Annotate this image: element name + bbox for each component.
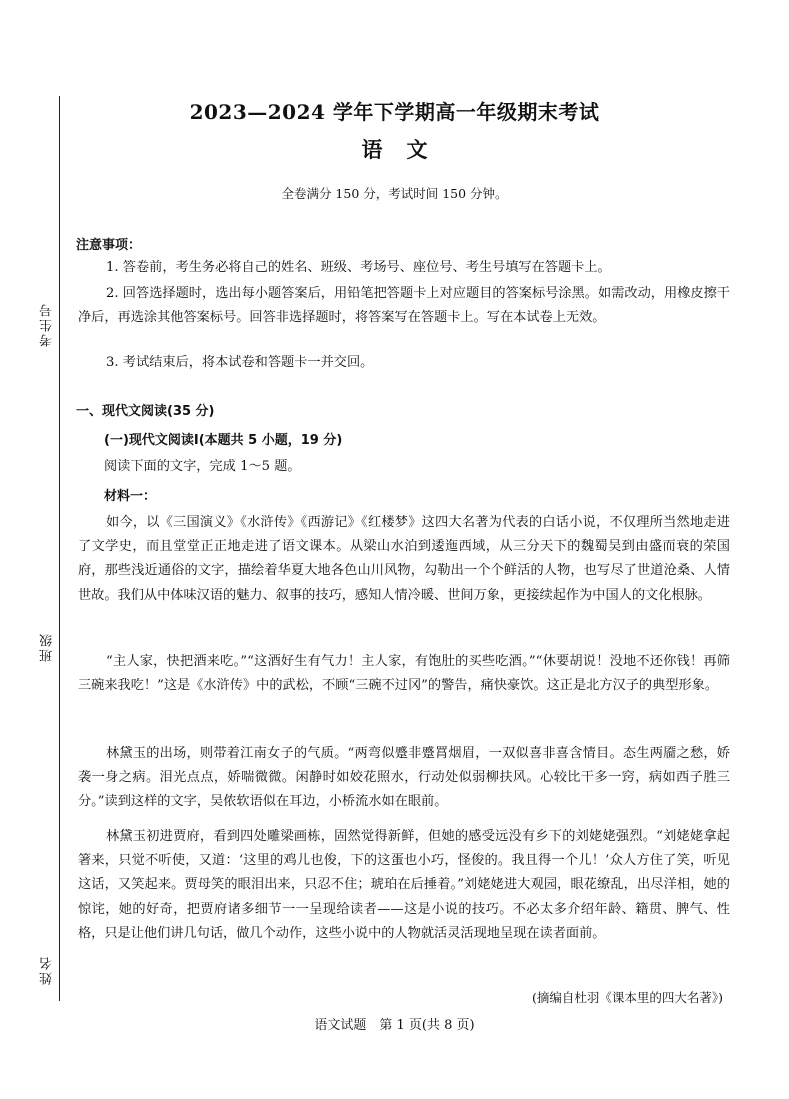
passage-paragraph: 如今，以《三国演义》《水浒传》《西游记》《红楼梦》这四大名著为代表的白话小说，不仅理所当然地走进了文学史，而且堂堂正正地走进了语文课本。从梁山水泊到逶迤西域，从三分天下的魏蜀吴到由盛而衰的荣国府，那些浅近通俗的文字，描绘着华夏大地各色山川风物，勾勒出一个个鲜活的人物，也写尽了世道沧桑、人情世故。我们从中体味汉语的魅力、叙事的技巧，感知人情冷暖、世间万象，更接续起作为中国人的文化根脉。 bbox=[78, 515, 730, 603]
subject-title: 语文 bbox=[361, 137, 452, 162]
passage-source: (摘编自杜羽《课本里的四大名著》) bbox=[531, 990, 723, 1005]
exam-info: 全卷满分 150 分，考试时间 150 分钟。 bbox=[281, 186, 508, 201]
binding-line bbox=[59, 96, 60, 1001]
notes-heading: 注意事项： bbox=[76, 238, 142, 253]
material-label: 材料一： bbox=[104, 489, 157, 504]
passage-paragraph: “主人家，快把酒来吃。”“这酒好生有气力！主人家，有饱肚的买些吃酒。”“休要胡说！没地不还你钱！再筛三碗来我吃！”这是《水浒传》中的武松，不顾“三碗不过冈”的警告，痛快豪饮。这正是北方汉子的典型形象。 bbox=[78, 654, 730, 694]
margin-candidate-no-label: 考生号 bbox=[40, 302, 55, 347]
page-footer: 语文试题 第 1 页(共 8 页) bbox=[314, 1018, 475, 1033]
margin-name-label: 姓名 bbox=[40, 955, 55, 985]
section-heading: 一、现代文阅读(35 分) bbox=[76, 404, 215, 419]
passage-paragraph: 林黛玉初进贾府，看到四处雕梁画栋，固然觉得新鲜，但她的感受远没有乡下的刘姥姥强烈。“刘姥姥拿起箸来，只觉不听使，又道：‘这里的鸡儿也俊，下的这蛋也小巧，怪俊的。我且得一个儿！’众人方住了笑，听见这话，又笑起来。贾母笑的眼泪出来，只忍不住；琥珀在后捶着。”刘姥姥进大观园，眼花缭乱，出尽洋相，她的惊诧，她的好奇，把贾府诸多细节一一呈现给读者——这是小说的技巧。不必太多介绍年龄、籍贯、脾气、性格，只是让他们讲几句话，做几个动作，这些小说中的人物就活灵活现地呈现在读者面前。 bbox=[78, 829, 730, 941]
note-item: 1. 答卷前，考生务必将自己的姓名、班级、考场号、座位号、考生号填写在答题卡上。 bbox=[106, 260, 611, 275]
passage-paragraph: 林黛玉的出场，则带着江南女子的气质。“两弯似蹙非蹙罥烟眉，一双似喜非喜含情目。态生两靥之愁，娇袭一身之病。泪光点点，娇喘微微。闲静时如姣花照水，行动处似弱柳扶风。心较比干多一窍，病如西子胜三分。”读到这样的文字，吴侬软语似在耳边，小桥流水如在眼前。 bbox=[78, 746, 730, 810]
note-item: 3. 考试结束后，将本试卷和答题卡一并交回。 bbox=[106, 355, 374, 370]
reading-instruction: 阅读下面的文字，完成 1～5 题。 bbox=[104, 459, 301, 474]
note-item: 2. 回答选择题时，选出每小题答案后，用铅笔把答题卡上对应题目的答案标号涂黑。如需改动，用橡皮擦干净后，再选涂其他答案标号。回答非选择题时，将答案写在答题卡上。写在本试卷上无效。 bbox=[78, 286, 730, 326]
exam-title: 2023—2024 学年下学期高一年级期末考试 bbox=[189, 100, 600, 124]
subsection-heading: (一)现代文阅读Ⅰ(本题共 5 小题，19 分) bbox=[104, 433, 343, 448]
margin-class-label: 班级 bbox=[40, 632, 55, 662]
